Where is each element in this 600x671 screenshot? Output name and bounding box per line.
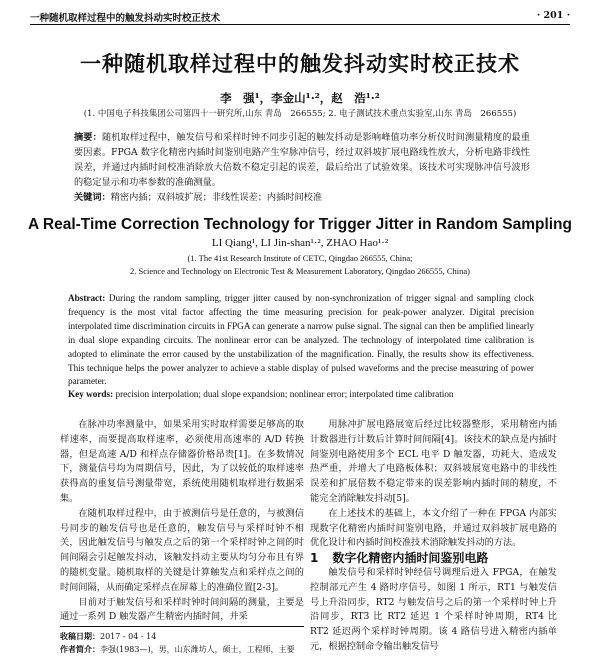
keywords-en-label: Key words:: [68, 389, 114, 399]
running-header: [30, 10, 570, 25]
footnote: [60, 626, 304, 656]
page-number: · 201 ·: [536, 10, 570, 21]
received-label: 收稿日期：: [60, 632, 100, 641]
body-paragraph: 在上述技术的基础上，本文介绍了一种在 FPGA 内部实现数字化精密内插时间鉴别电路，并通过双斜坡扩展电路的优化设计和内插时间校准技术消除触发抖动的方法。: [310, 507, 557, 549]
affiliation-en-line1: (1. The 41st Research Institute of CETC, Qingdao 266555, China;: [187, 253, 413, 263]
authors-en: LI Qiang¹, LI Jin-shan¹·², ZHAO Hao¹·²: [211, 237, 389, 249]
author-bio: [60, 643, 304, 656]
abstract-cn-label: 摘要：: [74, 132, 102, 143]
body-paragraph: 目前对于触发信号和采样时钟时间间隔的测量，主要是通过一系列 D 触发器产生精密内插时间，并采: [60, 596, 304, 623]
body-paragraph: 用脉冲扩展电路展宽后经过比较器整形，采用精密内插计数器进行计数后计算时间间隔[4]。该技术的缺点是内插时间鉴别电路使用多个 ECL 电平 D 触发器，功耗大、造成发热严重，并增大了电路板体积；双斜坡展宽电路中的非线性误差和扩展倍数不稳定带来的误差影响内插时间的精度，不能完全消除触发抖动[5]。: [310, 419, 557, 504]
authors-cn: 李 强¹，李金山¹·²，赵 浩¹·²: [220, 91, 380, 105]
paper-title-cn: 一种随机取样过程中的触发抖动实时校正技术: [80, 51, 520, 76]
abstract-cn-text: 随机取样过程中，触发信号和采样时钟不同步引起的触发抖动是影响峰值功率分析仪时间测量精度的最重要因素。FPGA 数字化精密内插时间鉴别电路产生窄脉冲信号，经过双斜坡扩展电路线性放大，分析电路非线性误差，并通过内插时间校准消除放大倍数不稳定引起的误差，最后给出了试验效果。该技术可实现脉冲信号波形的稳定显示和功率参数的准确测量。: [74, 132, 531, 188]
abstract-en-text: During the random sampling, trigger jitter caused by non-synchronization of trigger signal and sampling clock frequency is the most vital factor affecting the time measuring precision for peak-power analyzer. Digital precision interpolated time discrimination circuits in FPGA can generate a narrow pulse signal. The signal can then be amplified linearly in dual slope expanding circuits. The nonlinear error can be analyzed. The technology of interpolated time calibration is adopted to eliminate the error caused by the unstabilization of the magnification. Finally, the results show its effectiveness. This technique helps the power analyzer to achieve a stable display of pulsed waveforms and the precise measuring of power parameter.: [68, 293, 535, 387]
body-paragraph: 在随机取样过程中，由于被测信号是任意的，与被测信号同步的触发信号也是任意的，触发信号与采样时钟不相关，因此触发信号与触发点之后的第一个采样时钟之间的时间间隔会引起触发抖动，该触发抖动主要从均匀分布且有界的随机变量。随机取样的关键是计算触发点和采样点之间的时间间隔，从而确定采样点在屏幕上的准确位置[2-3]。: [60, 507, 304, 593]
abstract-en: [68, 292, 534, 389]
running-header-title: 一种随机取样过程中的触发抖动实时校正技术: [30, 13, 221, 24]
body-paragraph: 在脉冲功率测量中，如果采用实时取样需要足够高的取样速率，而要提高取样速率，必须使用高速率的 A/D 转换器，但是高速 A/D 和样点存储器价格昂贵[1]。在多数情况下，测量信号均为周期信号，因此，为了以较低的取样速率获得高的重复信号测量带宽，系统使用随机取样进行数据采集。: [60, 419, 304, 504]
body-paragraph: 触发信号和采样时钟经信号调理后进入 FPGA，在触发控制部元产生 4 路时序信号，如图 1 所示，RT1 与触发信号上升沿同步，RT2 与触发信号之后的第一个采样时钟上升沿同步，RT3 比 RT2 延迟 1 个采样时钟周期，RT4 比 RT2 延迟两个采样时钟周期。该 4 路信号进入精密内插单元，根据控制命令输出触发信号: [310, 566, 557, 652]
keywords-cn-text: 精密内插；双斜坡扩展；非线性误差；内插时间校准: [110, 192, 323, 203]
author-bio-label: 作者简介：: [60, 645, 100, 654]
affiliation-cn: (1. 中国电子科技集团公司第四十一研究所,山东 青岛 266555; 2. 电子测试技术重点实验室,山东 青岛 266555): [83, 109, 517, 119]
keywords-en: [68, 389, 534, 399]
affiliation-en: [0, 252, 600, 278]
received-date: [60, 630, 304, 643]
abstract-cn: [74, 130, 530, 205]
keywords-en-text: precision interpolation; dual slope expandsion; nonlinear error; interpolated time calibration: [115, 389, 454, 399]
section-title: 数字化精密内插时间鉴别电路: [332, 551, 489, 566]
abstract-en-label: Abstract:: [68, 293, 106, 303]
received-value: 2017 - 04 - 14: [100, 632, 157, 641]
keywords-cn-label: 关键词：: [74, 192, 111, 203]
body-column-right: [310, 418, 557, 655]
section-heading: [310, 551, 557, 566]
body-column-left: [60, 418, 304, 625]
affiliation-en-line2: 2. Science and Technology on Electronic Test & Measurement Laboratory, Qingdao 266555, China): [130, 266, 470, 276]
paper-title-en: A Real-Time Correction Technology for Trigger Jitter in Random Sampling: [27, 216, 572, 233]
author-bio-text: 李强(1983—)，男，山东潍坊人，硕士，工程师，主要: [100, 645, 295, 654]
section-number: 1: [310, 551, 319, 566]
